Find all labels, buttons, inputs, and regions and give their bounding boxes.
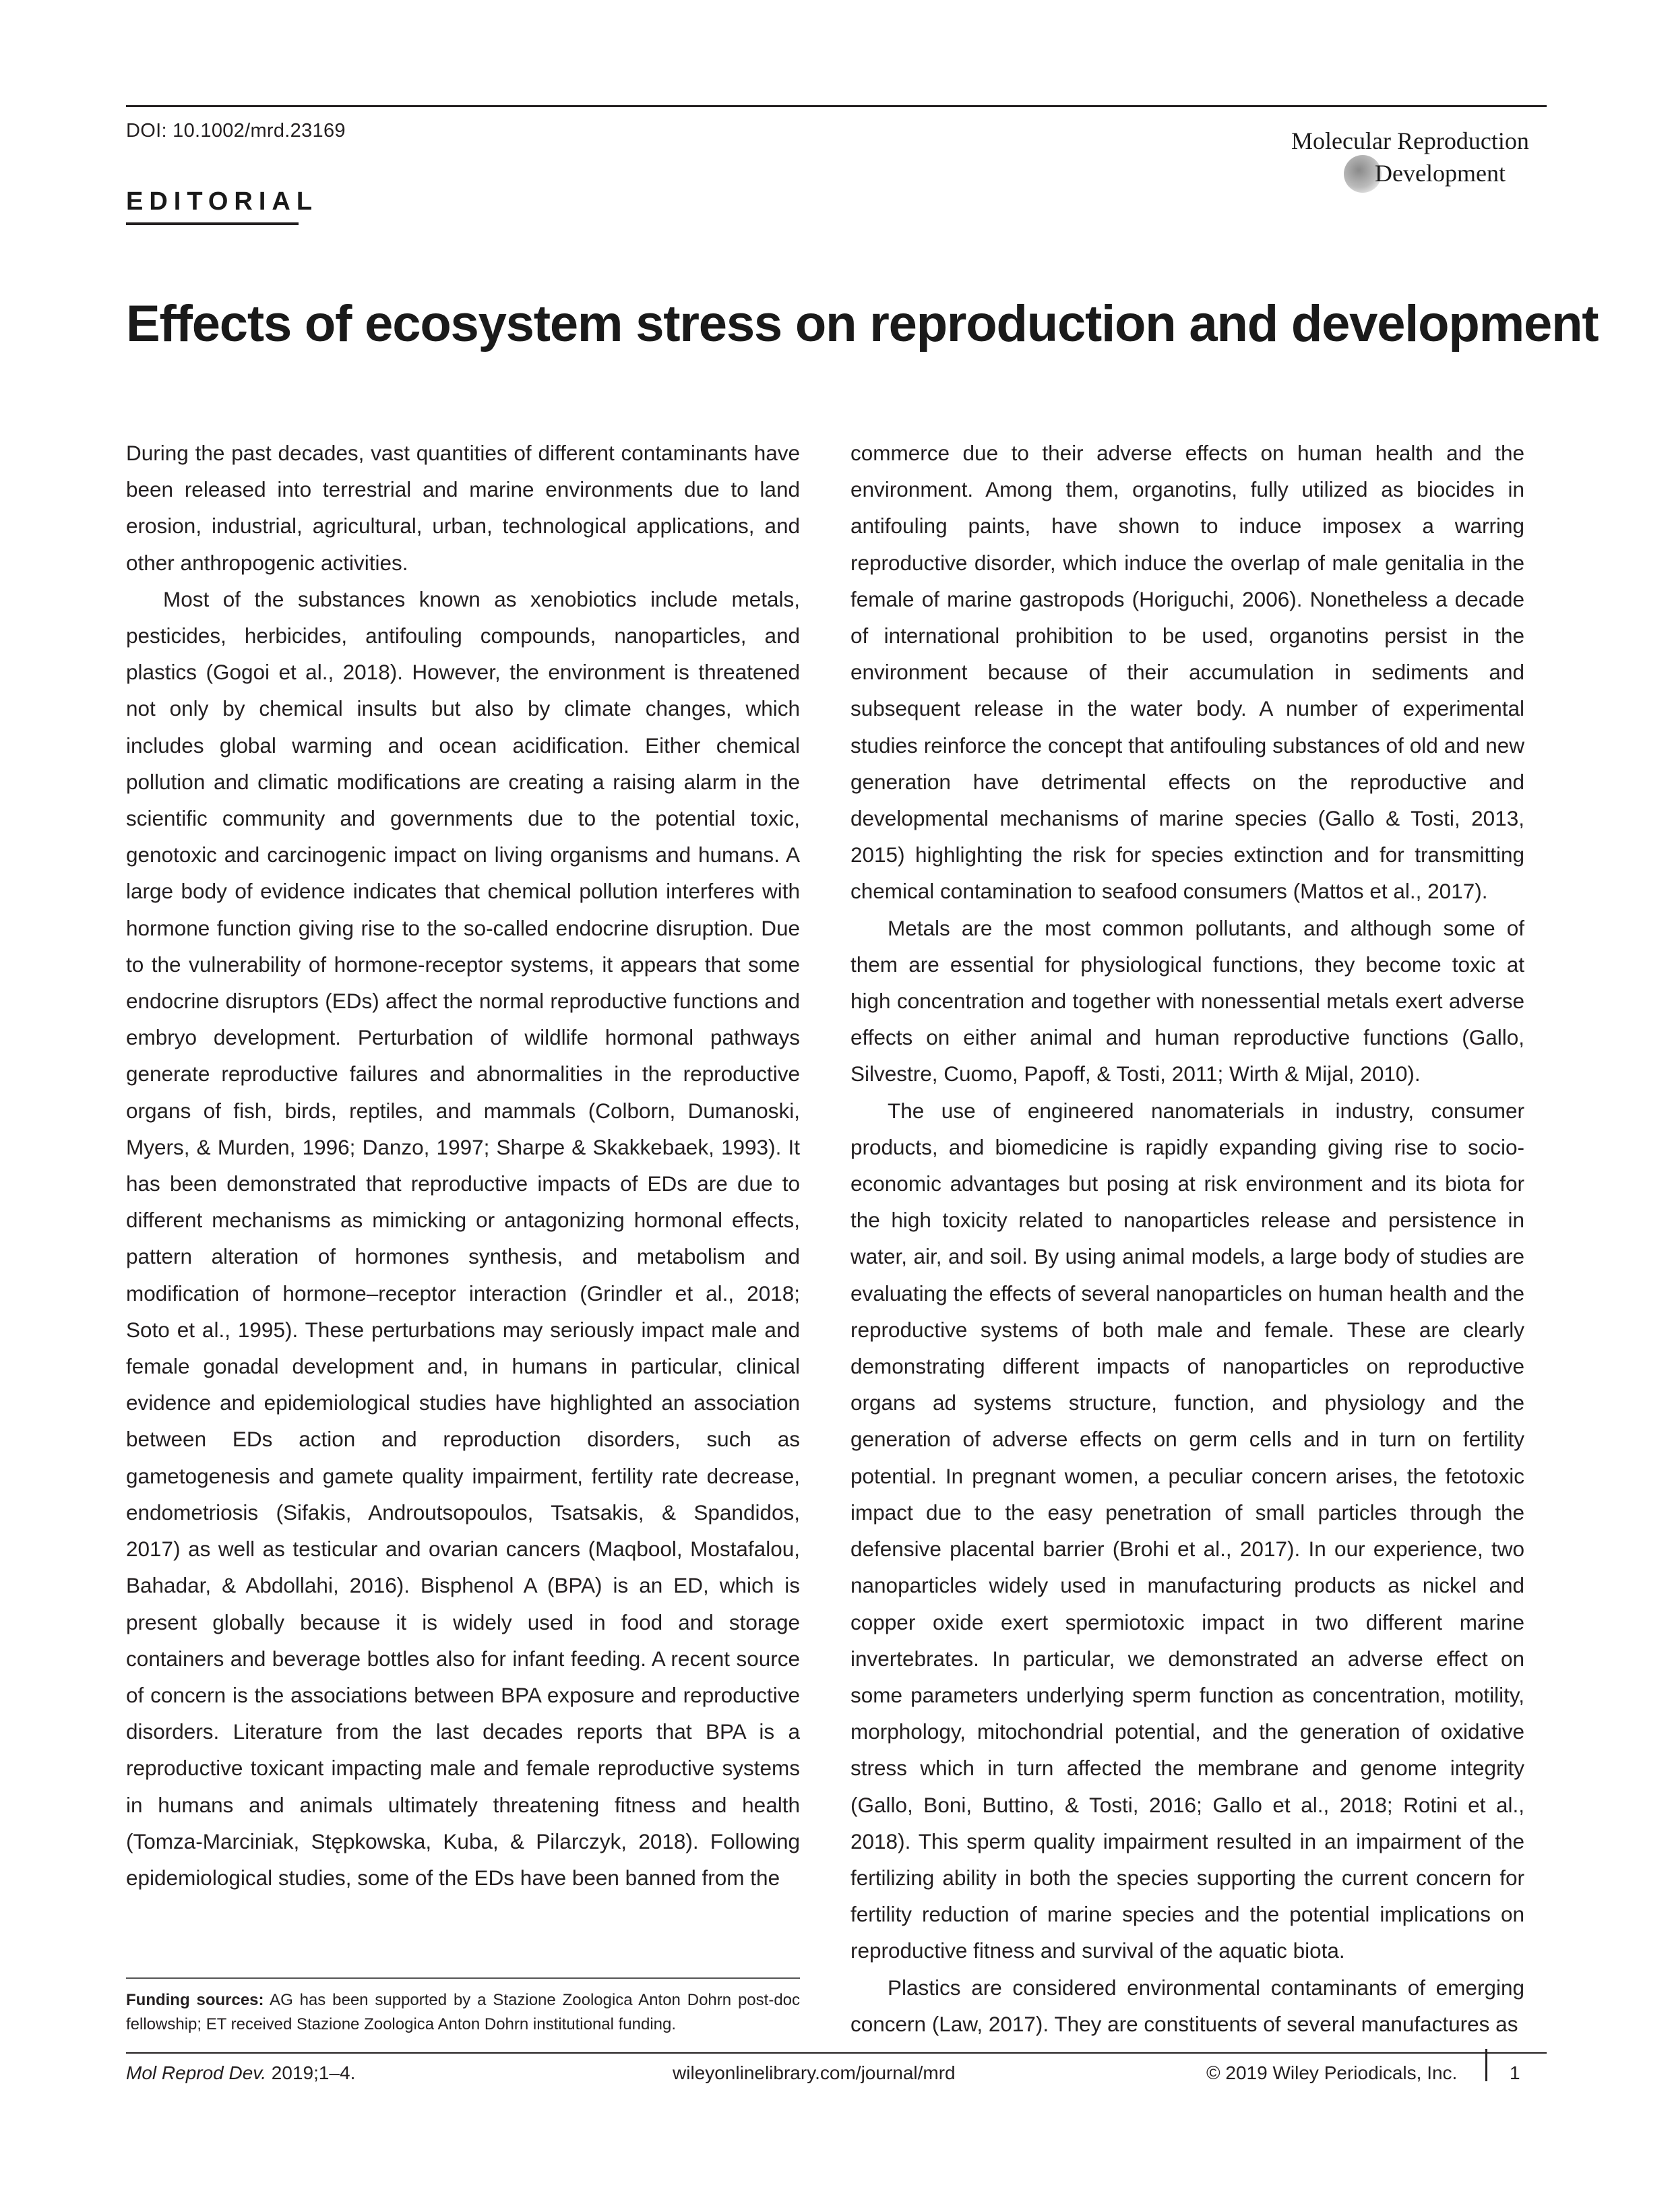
citation-pages: 2019;1–4. [266, 2062, 356, 2083]
paragraph: Most of the substances known as xenobiotics include metals, pesticides, herbicides, antifouling compounds, nanoparticles, and plastics (Gogoi et al., 2018). However, the environment is threatened not only by chemical insults but also by climate changes, which includes global warming and ocean acidification. Either chemical pollution and climatic modifications are creating a raising alarm in the scientific community and governments due to the potential toxic, genotoxic and carcinogenic impact on living organisms and humans. A large body of evidence indicates that chemical pollution interferes with hormone function giving rise to the so-called endocrine disruption. Due to the vulnerability of hormone-receptor systems, it appears that some endocrine disruptors (EDs) affect the normal reproductive functions and embryo development. Perturbation of wildlife hormonal pathways generate reproductive failures and abnormalities in the reproductive organs of fish, birds, reptiles, and mammals (Colborn, Dumanoski, Myers, & Murden, 1996; Danzo, 1997; Sharpe & Skakkebaek, 1993). It has been demonstrated that reproductive impacts of EDs are due to different mechanisms as mimicking or antagonizing hormonal effects, pattern alteration of hormones synthesis, and metabolism and modification of hormone–receptor interaction (Grindler et al., 2018; Soto et al., 1995). These perturbations may seriously impact male and female gonadal development and, in humans in particular, clinical evidence and epidemiological studies have highlighted an association between EDs action and reproduction disorders, such as gametogenesis and gamete quality impairment, fertility rate decrease, endometriosis (Sifakis, Androutsopoulos, Tsatsakis, & Spandidos, 2017) as well as testicular and ovarian cancers (Maqbool, Mostafalou, Bahadar, & Abdollahi, 2016). Bisphenol A (BPA) is an ED, which is present globally because it is widely used in food and storage containers and beverage bottles also for infant feeding. A recent source of concern is the associations between BPA exposure and reproductive disorders. Literature from the last decades reports that BPA is a reproductive toxicant impacting male and female reproductive systems in humans and animals ultimately threatening fitness and health (Tomza-Marciniak, Stępkowska, Kuba, & Pilarczyk, 2018). Following epidemiological studies, some of the EDs have been banned from the [126, 586, 800, 1890]
funding-footnote [126, 1988, 800, 2037]
journal-abbrev: Mol Reprod Dev. [126, 2062, 267, 2083]
copyright-notice: © 2019 Wiley Periodicals, Inc. [1206, 2062, 1458, 2083]
article-title: Effects of ecosystem stress on reproduction and development [126, 295, 1599, 352]
doi-link[interactable]: DOI: 10.1002/mrd.23169 [126, 120, 346, 142]
footnote-text: AG has been supported by a Stazione Zoologica Anton Dohrn post-doc fellowship; ET received Stazione Zoologica Anton Dohrn institutional funding. [126, 1991, 801, 2033]
right-column [850, 435, 1524, 2042]
footnote-rule [126, 1977, 800, 1979]
footnote-label: Funding sources: [126, 1991, 264, 2009]
footer-rule [126, 2052, 1547, 2054]
footer-citation [126, 2062, 355, 2084]
header-rule [126, 105, 1547, 107]
page-number: 1 [1510, 2062, 1520, 2083]
paragraph: commerce due to their adverse effects on human health and the environment. Among them, organotins, fully utilized as biocides in antifouling paints, have shown to induce imposex a warring reproductive disorder, which induce the overlap of male genitalia in the female of marine gastropods (Horiguchi, 2006). Nonetheless a decade of international prohibition to be used, organotins persist in the environment because of their accumulation in sediments and subsequent release in the water body. A number of experimental studies reinforce the concept that antifouling substances of old and new generation have detrimental effects on the reproductive and developmental mechanisms of marine species (Gallo & Tosti, 2013, 2015) highlighting the risk for species extinction and for transmitting chemical contamination to seafood consumers (Mattos et al., 2017). [850, 441, 1524, 904]
paragraph: During the past decades, vast quantities of different contaminants have been released into terrestrial and marine environments due to land erosion, industrial, agricultural, urban, technological applications, and other anthropogenic activities. [126, 441, 800, 575]
journal-url-link[interactable]: wileyonlinelibrary.com/journal/mrd [673, 2062, 956, 2083]
paragraph: The use of engineered nanomaterials in industry, consumer products, and biomedicine is rapidly expanding giving rise to socio-economic advantages but posing at risk environment and its biota for the high toxicity related to nanoparticles release and persistence in water, air, and soil. By using animal models, a large body of studies are evaluating the effects of several nanoparticles on human health and the reproductive systems of both male and female. These are clearly demonstrating different impacts of nanoparticles on reproductive organs ad systems structure, function, and physiology and the generation of adverse effects on germ cells and in turn on fertility potential. In pregnant women, a peculiar concern arises, the fetotoxic impact due to the easy penetration of small particles through the defensive placental barrier (Brohi et al., 2017). In our experience, two nanoparticles widely used in manufacturing products as nickel and copper oxide exert spermiotoxic impact in two different marine invertebrates. In particular, we demonstrated an adverse effect on some parameters underlying sperm function as concentration, motility, morphology, mitochondrial potential, and the generation of oxidative stress which in turn affected the membrane and genome integrity (Gallo, Boni, Buttino, & Tosti, 2016; Gallo et al., 2018; Rotini et al., 2018). This sperm quality impairment resulted in an impairment of the fertilizing ability in both the species supporting the current concern for fertility reduction of marine species and the potential implications on reproductive fitness and survival of the aquatic biota. [850, 1098, 1524, 1963]
paragraph: Metals are the most common pollutants, and although some of them are essential for physiological functions, they become toxic at high concentration and together with nonessential metals exert adverse effects on either animal and human reproductive functions (Gallo, Silvestre, Cuomo, Papoff, & Tosti, 2011; Wirth & Mijal, 2010). [850, 915, 1524, 1086]
journal-logo-line2: Development [1375, 160, 1506, 187]
footer-separator [1485, 2049, 1487, 2081]
journal-logo [1280, 127, 1550, 201]
section-label: EDITORIAL [126, 187, 319, 216]
journal-logo-line1: Molecular Reproduction [1291, 127, 1529, 154]
section-label-underline [126, 222, 299, 225]
left-column [126, 435, 800, 1896]
paragraph: Plastics are considered environmental contaminants of emerging concern (Law, 2017). They are constituents of several manufactures as [850, 1975, 1524, 2036]
